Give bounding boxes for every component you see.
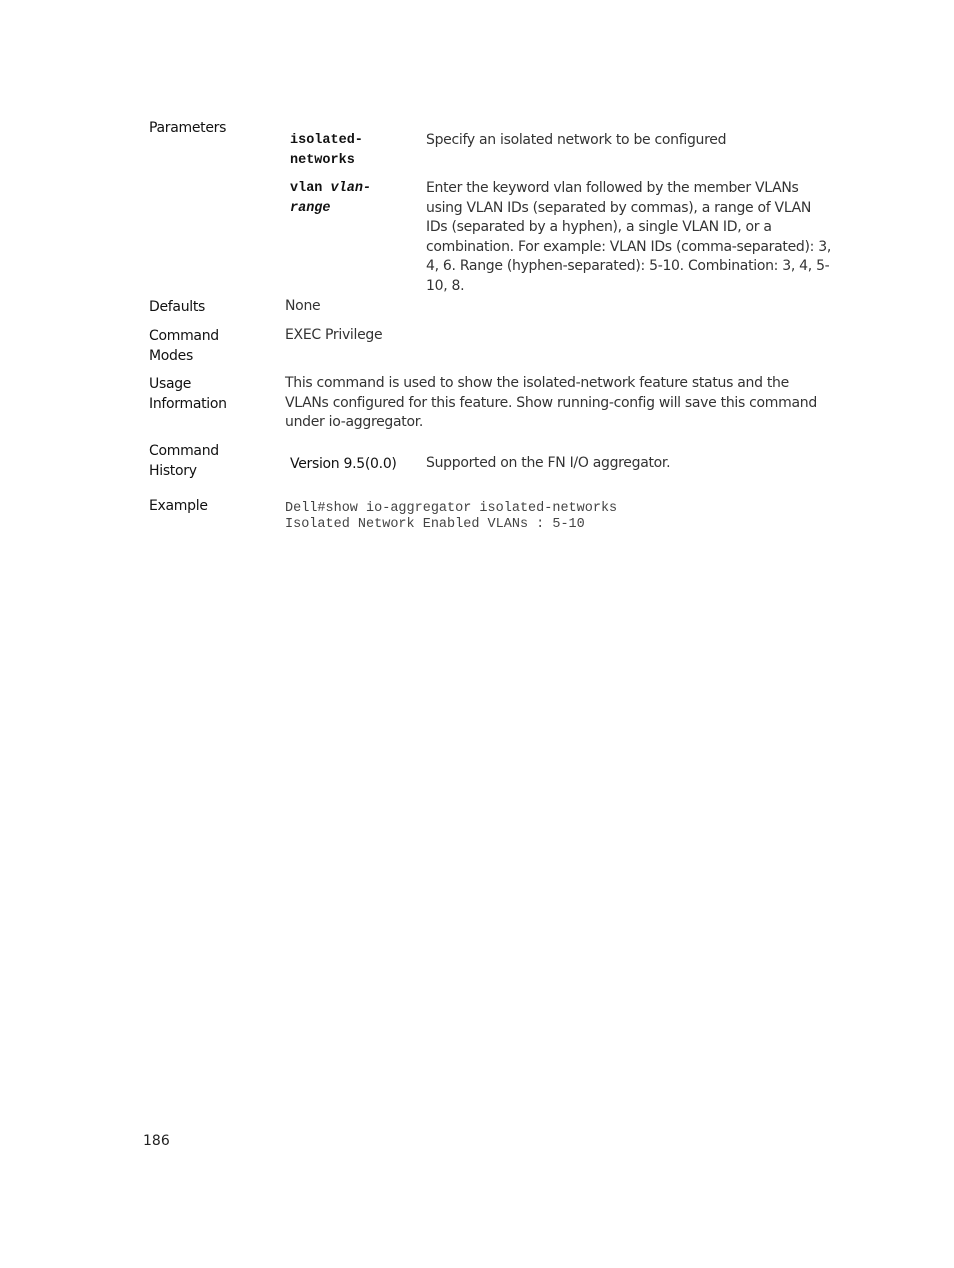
param-vlan-range-desc: Enter the keyword vlan followed by the member VLANs using VLAN IDs (separated by commas), a range of VLAN IDs (separated by a hyphen), a single VLAN ID, or a combination. For example: VLAN IDs (comma-separated): 3, 4, 6. Range (hyphen-separated): 5-10. Combination: 3, 4, 5-10, 8. — [426, 180, 831, 294]
command-history-desc: Supported on the FN I/O aggregator. — [426, 455, 671, 471]
command-history-label-line1: Command — [149, 443, 219, 459]
usage-information-label — [149, 375, 279, 414]
example-label: Example — [149, 498, 208, 514]
defaults-value: None — [285, 298, 321, 314]
param-vlan-range — [290, 179, 410, 218]
command-history-version: Version 9.5(0.0) — [290, 456, 397, 472]
command-modes-label-line1: Command — [149, 328, 219, 344]
usage-information-label-line2: Information — [149, 395, 227, 412]
param-isolated-networks-line1: isolated- — [290, 133, 363, 148]
param-isolated-networks — [290, 131, 410, 170]
param-vlan-keyword: vlan — [290, 181, 331, 196]
parameters-label: Parameters — [149, 120, 227, 136]
command-modes-label-line2: Modes — [149, 347, 193, 364]
param-isolated-networks-desc: Specify an isolated network to be configured — [426, 132, 727, 148]
defaults-label: Defaults — [149, 299, 206, 315]
command-history-label-line2: History — [149, 462, 197, 479]
example-code-line2: Isolated Network Enabled VLANs : 5-10 — [285, 517, 585, 532]
page-number: 186 — [143, 1133, 170, 1149]
command-history-label — [149, 442, 279, 481]
command-modes-value: EXEC Privilege — [285, 327, 383, 343]
example-code-line1: Dell#show io-aggregator isolated-networks — [285, 501, 618, 516]
param-vlan-range-italic-2: range — [290, 200, 331, 216]
usage-information-label-line1: Usage — [149, 376, 192, 392]
param-isolated-networks-line2: networks — [290, 152, 355, 168]
param-vlan-range-italic-1: vlan- — [330, 181, 372, 196]
command-modes-label — [149, 327, 279, 366]
usage-information-value: This command is used to show the isolated-network feature status and the VLANs configured for this feature. Show running-config will save this command under io-aggregator. — [285, 375, 817, 430]
